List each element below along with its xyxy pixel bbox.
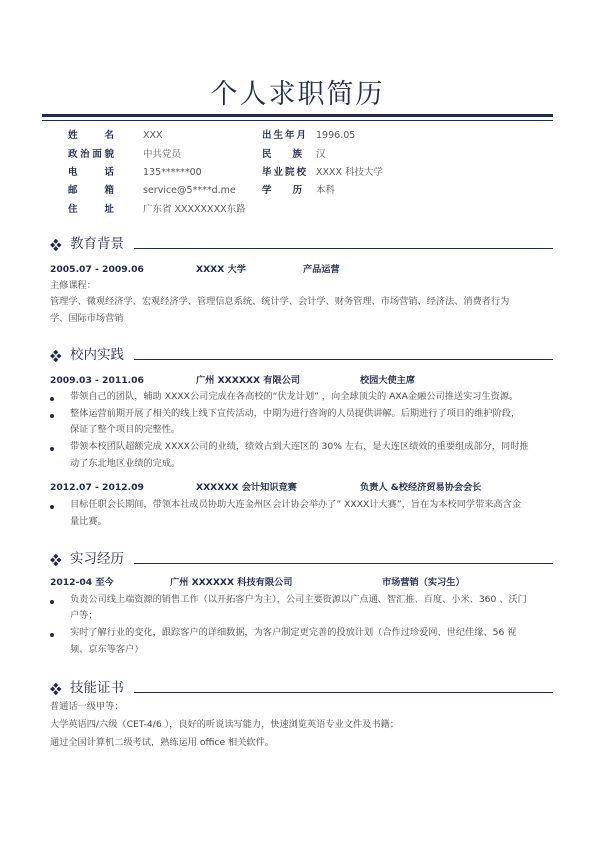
diamond-icon [50,239,62,251]
section-rule [134,563,553,564]
campus-title: 校内实践 [70,347,124,363]
education-section-header [50,236,553,252]
internship-bullet: 负责公司线上端资源的销售工作（以开拓客户为主），公司主要资源以广点通、智汇推、百度、小米、360 、沃门 [70,594,527,605]
diamond-icon [50,683,62,695]
bullet-dot [50,414,54,418]
campus-exp2-bullet-cont: 量比赛。 [70,516,107,527]
skills-section-header [50,680,553,696]
campus-exp2-date: 2012.07 - 2012.09 [50,482,144,493]
resume-title: 个人求职简历 [210,79,385,110]
campus-exp1-bullet-cont: 动了东北地区业绩的完成。 [70,458,181,469]
campus-exp1-bullet: 整体运营前期开展了相关的线上线下宣传活动，中期为进行咨询的人员提供讲解。后期进行了项目的维护阶段， [70,408,521,419]
section-rule [134,692,553,693]
education-major: 产品运营 [303,264,340,275]
courses-line: 学、国际市场营销 [50,313,124,324]
internship-bullet-cont: 频、京东等客户） [70,644,144,655]
education-school: XXXX 大学 [196,264,246,275]
courses-label: 主修课程： [50,280,96,291]
bullet-dot [50,505,54,509]
campus-section-header [50,347,553,363]
campus-exp2-role: 负责人 &校经济贸易协会会长 [360,482,482,493]
email-label: 邮箱 [68,185,114,196]
campus-exp2-bullet: 目标任职会长期间，带领本社成员协助大连金州区会计协会举办了” XXXX计大赛”，旨在为本校同学带来高含金 [70,499,522,510]
courses-line: 管理学、微观经济学、宏观经济学、管理信息系统、统计学、会计学、财务管理、市场营销、经济法、消费者行为 [50,296,510,307]
skills-title: 技能证书 [70,680,124,696]
internship-title: 实习经历 [70,551,124,567]
internship-role: 市场营销（实习生） [382,577,465,588]
birth-value: 1996.05 [316,130,356,141]
internship-bullet: 实时了解行业的变化，跟踪客户的详细数据，为客户制定更完善的投放计划（合作过珍爱网、世纪佳缘、56 视 [70,627,517,638]
address-label: 住址 [68,204,114,215]
politics-label: 政治面貌 [68,149,114,160]
internship-date: 2012-04 至今 [50,577,114,588]
ethnic-value: 汉 [316,149,326,160]
bullet-dot [50,633,54,637]
title-rule-thin [42,120,553,121]
skills-line: 普通话一级甲等； [50,701,124,712]
diamond-icon [50,350,62,362]
phone-value: 135******00 [143,167,202,178]
address-value: 广东省 XXXXXXXX东路 [143,204,246,215]
internship-org: 广州 XXXXXX 科技有限公司 [170,577,293,588]
section-rule [134,359,553,360]
campus-exp1-role: 校园大使主席 [360,375,416,386]
bullet-dot [50,397,54,401]
skills-line: 通过全国计算机二级考试，熟练运用 office 相关软件。 [50,737,274,748]
school-value: XXXX 科技大学 [316,167,384,178]
bullet-dot [50,447,54,451]
campus-exp1-org: 广州 XXXXXX 有限公司 [196,375,301,386]
campus-exp1-bullet-cont: 保证了整个项目的完整性。 [70,424,181,435]
birth-label: 出生年月 [262,130,306,141]
degree-value: 本科 [316,185,336,196]
internship-bullet-cont: 户等； [70,610,98,621]
name-value: XXX [143,130,163,141]
title-rule-thick [42,114,553,117]
section-rule [134,248,553,249]
phone-label: 电话 [68,167,114,178]
campus-exp1-date: 2009.03 - 2011.06 [50,375,144,386]
internship-section-header [50,551,553,567]
campus-exp2-org: XXXXXX 会计知识竞赛 [196,482,297,493]
name-label: 姓名 [68,130,114,141]
campus-exp1-bullet: 带领本校团队超额完成 XXXX公司的业绩，绩效占到大连区的 30% 左右，是大连区绩效的重要组成部分，同时推 [70,441,529,452]
education-date: 2005.07 - 2009.06 [50,264,144,275]
campus-exp1-bullet: 带领自己的团队，辅助 XXXX公司完成在各高校的“伏龙计划” ，向全球顶尖的 AXA金融公司推送实习生资源。 [70,391,519,402]
diamond-icon [50,554,62,566]
skills-line: 大学英语四/六级（CET-4/6 ），良好的听说读写能力，快速浏览英语专业文件及书籍； [50,719,399,730]
email-value: service@5****d.me [143,185,236,196]
degree-label: 学历 [262,185,302,196]
ethnic-label: 民族 [262,149,302,160]
education-title: 教育背景 [70,236,124,252]
bullet-dot [50,600,54,604]
school-label: 毕业院校 [262,167,306,178]
politics-value: 中共党员 [143,149,182,160]
